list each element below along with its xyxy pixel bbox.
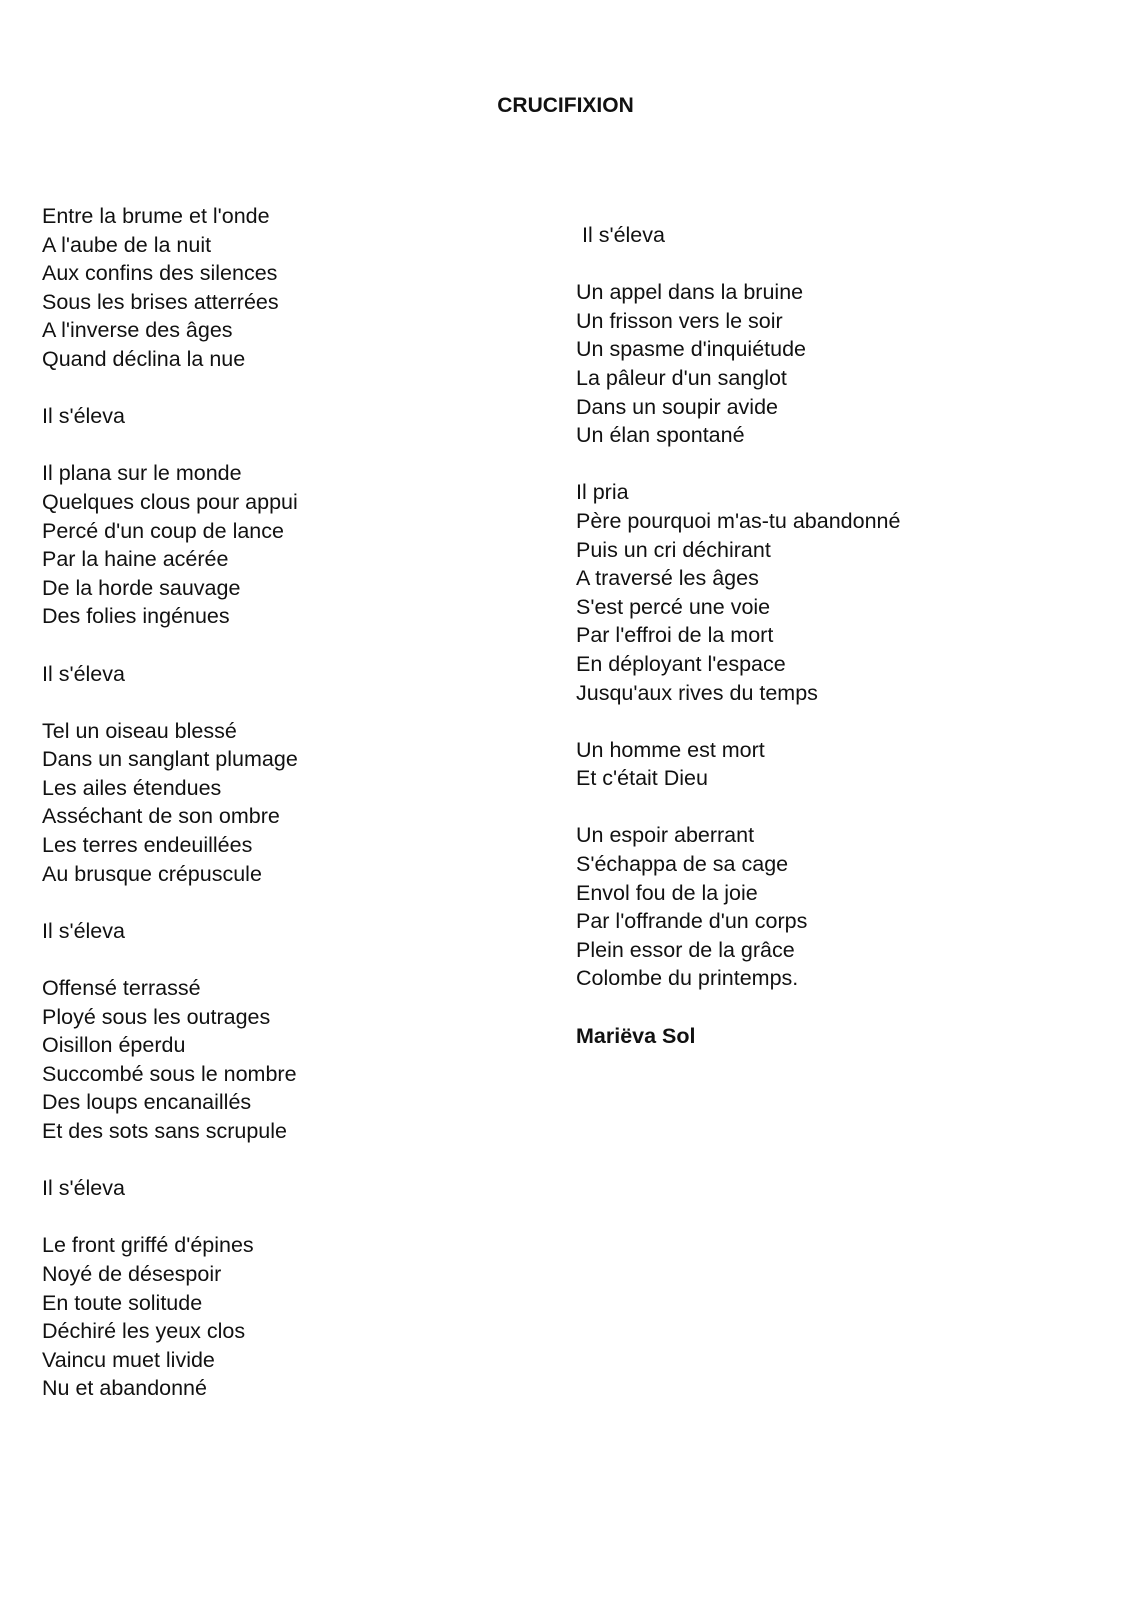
poem-line: Un spasme d'inquiétude bbox=[576, 337, 807, 362]
poem-line: Puis un cri déchirant bbox=[576, 537, 771, 562]
poem-line: Il s'éleva bbox=[42, 404, 125, 429]
left-stanza bbox=[42, 459, 298, 631]
poem-line: Par l'effroi de la mort bbox=[576, 623, 774, 648]
poem-line: Dans un sanglant plumage bbox=[42, 747, 298, 772]
right-stanzas bbox=[576, 221, 900, 993]
poem-line: Des loups encanaillés bbox=[42, 1090, 252, 1115]
right-column bbox=[576, 221, 900, 1050]
left-stanza bbox=[42, 917, 298, 946]
poem-line: Oisillon éperdu bbox=[42, 1033, 186, 1058]
poem-line: Entre la brume et l'onde bbox=[42, 204, 270, 228]
right-stanza bbox=[576, 278, 900, 450]
poem-line: Vaincu muet livide bbox=[42, 1347, 215, 1372]
right-stanza bbox=[576, 478, 900, 707]
poem-line: Un élan spontané bbox=[576, 423, 745, 448]
poem-line: Aux confins des silences bbox=[42, 261, 278, 286]
poem-line: Par la haine acérée bbox=[42, 547, 229, 572]
poem-line: Quelques clous pour appui bbox=[42, 489, 298, 514]
poem-line: La pâleur d'un sanglot bbox=[576, 365, 787, 390]
left-stanza bbox=[42, 717, 298, 889]
poem-line: Offensé terrassé bbox=[42, 976, 201, 1001]
right-stanza bbox=[576, 221, 900, 250]
left-stanza bbox=[42, 1174, 298, 1203]
poem-line: Asséchant de son ombre bbox=[42, 804, 280, 829]
poem-line: S'échappa de sa cage bbox=[576, 852, 789, 877]
poem-line: Père pourquoi m'as-tu abandonné bbox=[576, 508, 901, 533]
poem-line: Déchiré les yeux clos bbox=[42, 1319, 246, 1344]
poem-line: Il s'éleva bbox=[582, 223, 665, 247]
poem-line: Dans un soupir avide bbox=[576, 394, 778, 419]
poem-line: Il pria bbox=[576, 480, 629, 505]
left-stanza bbox=[42, 974, 298, 1146]
poem-line: A l'inverse des âges bbox=[42, 318, 233, 343]
poem-line: Un espoir aberrant bbox=[576, 823, 755, 848]
right-stanza bbox=[576, 736, 900, 793]
poem-line: Envol fou de la joie bbox=[576, 880, 758, 905]
poem-line: Tel un oiseau blessé bbox=[42, 718, 237, 743]
poem-line: Ployé sous les outrages bbox=[42, 1004, 271, 1029]
poem-line: Un frisson vers le soir bbox=[576, 308, 783, 333]
poem-line: Il s'éleva bbox=[42, 1176, 125, 1201]
poem-line: Jusqu'aux rives du temps bbox=[576, 680, 818, 705]
poem-line: Quand déclina la nue bbox=[42, 346, 246, 371]
poem-line: Par l'offrande d'un corps bbox=[576, 909, 808, 934]
poem-line: Noyé de désespoir bbox=[42, 1261, 222, 1286]
left-stanza bbox=[42, 202, 298, 374]
left-stanza bbox=[42, 1231, 298, 1403]
poem-line: Des folies ingénues bbox=[42, 604, 230, 629]
left-column bbox=[42, 202, 298, 1403]
poem-line: A traversé les âges bbox=[576, 566, 759, 591]
poem-title: CRUCIFIXION bbox=[497, 94, 634, 117]
poem-line: S'est percé une voie bbox=[576, 594, 771, 619]
poem-line: Il plana sur le monde bbox=[42, 461, 242, 486]
poem-line: En déployant l'espace bbox=[576, 651, 786, 676]
poem-line: Au brusque crépuscule bbox=[42, 861, 262, 886]
author-signature: Mariëva Sol bbox=[576, 1023, 696, 1048]
poem-line: Succombé sous le nombre bbox=[42, 1061, 297, 1086]
poem-line: Colombe du printemps. bbox=[576, 966, 799, 991]
left-stanza bbox=[42, 660, 298, 689]
left-stanza bbox=[42, 402, 298, 431]
poem-line: Les ailes étendues bbox=[42, 775, 222, 800]
poem-line: A l'aube de la nuit bbox=[42, 232, 212, 257]
poem-line: Un homme est mort bbox=[576, 737, 765, 762]
poem-line: Nu et abandonné bbox=[42, 1376, 207, 1401]
poem-line: Percé d'un coup de lance bbox=[42, 518, 284, 543]
poem-line: Et c'était Dieu bbox=[576, 766, 708, 791]
poem-line: Il s'éleva bbox=[42, 918, 125, 943]
poem-line: Et des sots sans scrupule bbox=[42, 1119, 287, 1143]
poem-line: Plein essor de la grâce bbox=[576, 937, 795, 962]
poem-line: Il s'éleva bbox=[42, 661, 125, 686]
poem-line: De la horde sauvage bbox=[42, 575, 241, 600]
right-stanza bbox=[576, 821, 900, 993]
poem-line: Le front griffé d'épines bbox=[42, 1233, 254, 1258]
poem-line: Un appel dans la bruine bbox=[576, 280, 804, 305]
poem-line: Les terres endeuillées bbox=[42, 833, 253, 858]
poem-line: En toute solitude bbox=[42, 1290, 203, 1315]
poem-line: Sous les brises atterrées bbox=[42, 289, 279, 314]
